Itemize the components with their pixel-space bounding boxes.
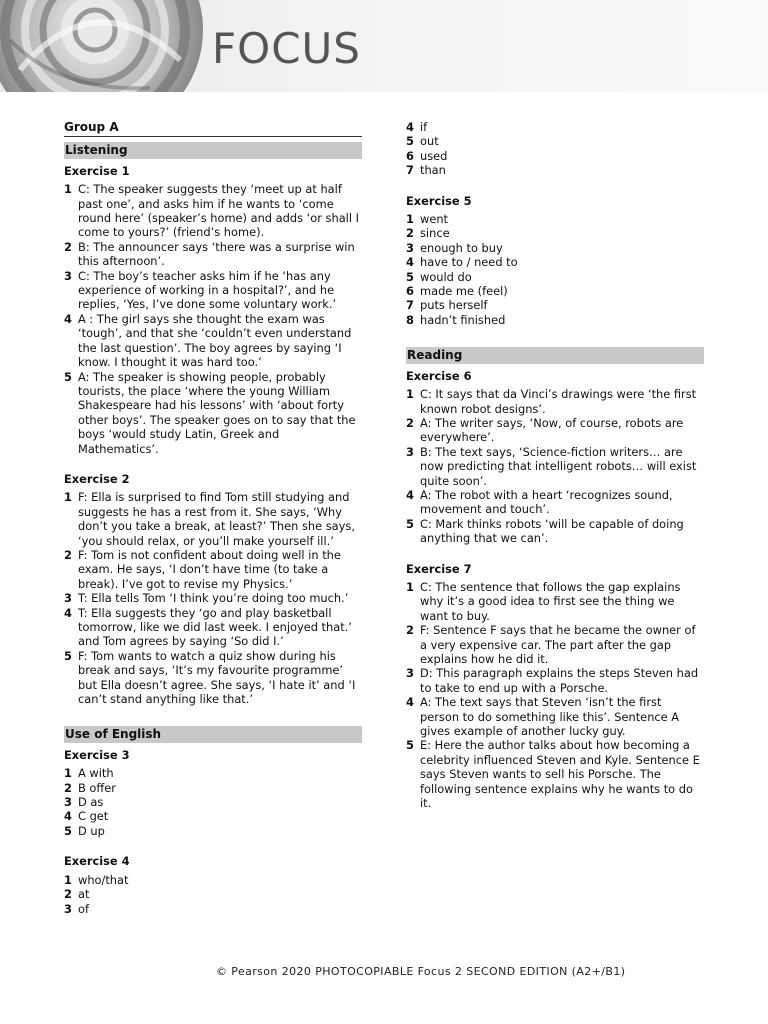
answer-item bbox=[64, 781, 362, 795]
answer-text: A: The writer says, ‘Now, of course, robots are everywhere’. bbox=[420, 415, 684, 445]
answer-text: at bbox=[78, 887, 90, 902]
answer-item bbox=[64, 591, 362, 605]
answer-number: 3 bbox=[406, 240, 414, 255]
answer-number: 7 bbox=[406, 163, 414, 178]
left-column bbox=[64, 120, 362, 916]
answer-text: since bbox=[420, 226, 450, 241]
answer-text: F: Ella is surprised to find Tom still studying and suggests he has a rest from it. She says, ‘Why don’t you take a break, at least?’ Then she says, ‘you should relax, or you’ll make yourself ill.’ bbox=[78, 490, 355, 548]
answer-number: 5 bbox=[64, 369, 72, 384]
answer-number: 4 bbox=[64, 809, 72, 824]
answer-text: A: The speaker is showing people, probably tourists, the place ‘where the young William Shakespeare had his lessons’ with ‘about forty other boys’. The speaker goes on to say that the boys ‘would study Latin, Greek and Mathematics’. bbox=[78, 369, 356, 456]
answer-text: B offer bbox=[78, 780, 116, 795]
answer-text: C get bbox=[78, 809, 109, 824]
answer-item bbox=[406, 666, 704, 695]
answer-list bbox=[64, 490, 362, 706]
answer-item bbox=[64, 312, 362, 370]
answer-text: C: The sentence that follows the gap explains why it’s a good idea to first see the thing we want to buy. bbox=[420, 579, 681, 623]
answer-number: 4 bbox=[406, 695, 414, 710]
answer-text: would do bbox=[420, 269, 472, 284]
answer-number: 3 bbox=[64, 268, 72, 283]
answer-number: 3 bbox=[406, 666, 414, 681]
answer-number: 4 bbox=[406, 120, 414, 134]
answer-number: 4 bbox=[64, 605, 72, 620]
answer-text: C: It says that da Vinci’s drawings were ‘the first known robot designs’. bbox=[420, 387, 697, 416]
answer-list bbox=[406, 580, 704, 811]
answer-item bbox=[406, 313, 704, 327]
answer-text: T: Ella suggests they ‘go and play basketball tomorrow, like we did last week. I enjoyed that.’ and Tom agrees by saying ‘So did I.’ bbox=[78, 605, 352, 649]
answer-text: T: Ella tells Tom ‘I think you’re doing too much.’ bbox=[78, 591, 349, 606]
answer-number: 4 bbox=[64, 311, 72, 326]
answer-item bbox=[64, 902, 362, 916]
answer-item bbox=[406, 255, 704, 269]
answer-item bbox=[406, 120, 704, 134]
answer-text: C: The boy’s teacher asks him if he ‘has any experience of working in a hospital?’, and he replies, ‘Yes, I’ve done some voluntary work.’ bbox=[78, 268, 337, 312]
answer-number: 2 bbox=[64, 887, 72, 902]
exercise-title: Exercise 2 bbox=[64, 471, 130, 486]
answer-item bbox=[406, 695, 704, 738]
answer-text: than bbox=[420, 163, 446, 178]
answer-number: 2 bbox=[64, 239, 72, 254]
answer-item bbox=[64, 766, 362, 780]
answer-item bbox=[64, 606, 362, 649]
answer-text: A: The robot with a heart ‘recognizes sound, movement and touch’. bbox=[420, 487, 673, 517]
answer-number: 1 bbox=[64, 872, 72, 887]
answer-number: 1 bbox=[64, 490, 72, 505]
answer-number: 2 bbox=[406, 415, 414, 430]
answer-number: 6 bbox=[406, 284, 414, 299]
answer-number: 5 bbox=[64, 648, 72, 663]
answer-number: 4 bbox=[406, 255, 414, 270]
answer-item bbox=[64, 873, 362, 887]
answer-text: of bbox=[78, 901, 89, 916]
answer-item bbox=[406, 149, 704, 163]
answer-item bbox=[406, 270, 704, 284]
answer-list bbox=[406, 387, 704, 545]
answer-item bbox=[406, 623, 704, 666]
answer-number: 1 bbox=[64, 766, 72, 781]
exercise-title: Exercise 6 bbox=[406, 368, 472, 383]
answer-item bbox=[64, 649, 362, 707]
answer-text: B: The announcer says ‘there was a surprise win this afternoon’. bbox=[78, 239, 355, 269]
section-heading-listening: Listening bbox=[64, 142, 362, 158]
answer-item bbox=[64, 548, 362, 591]
answer-number: 2 bbox=[406, 623, 414, 638]
answer-text: made me (feel) bbox=[420, 284, 508, 299]
answer-item bbox=[64, 182, 362, 240]
section-heading-use-of-english: Use of English bbox=[64, 726, 362, 742]
answer-text: A with bbox=[78, 766, 114, 781]
answer-text: E: Here the author talks about how becoming a celebrity influenced Steven and Kyle. Sentence E says Steven wants to sell his Porsche. The following sentence explains why he wants to do it. bbox=[420, 738, 700, 811]
exercise-title: Exercise 5 bbox=[406, 193, 472, 208]
answer-item bbox=[406, 738, 704, 810]
answer-text: if bbox=[420, 120, 428, 134]
answer-item bbox=[64, 824, 362, 838]
answer-item bbox=[64, 269, 362, 312]
answer-text: who/that bbox=[78, 872, 129, 887]
answer-number: 5 bbox=[64, 823, 72, 838]
answer-item bbox=[64, 887, 362, 901]
answer-item bbox=[64, 809, 362, 823]
answer-item bbox=[406, 580, 704, 623]
exercise-title: Exercise 4 bbox=[64, 854, 130, 869]
answer-item bbox=[64, 370, 362, 456]
answer-number: 1 bbox=[406, 579, 414, 594]
answer-item bbox=[406, 416, 704, 445]
answer-item bbox=[406, 226, 704, 240]
answer-number: 2 bbox=[406, 226, 414, 241]
answer-number: 1 bbox=[406, 212, 414, 227]
answer-list bbox=[406, 120, 704, 178]
answer-item bbox=[406, 212, 704, 226]
exercise-title: Exercise 1 bbox=[64, 163, 130, 178]
exercise-title: Exercise 3 bbox=[64, 747, 130, 762]
answer-text: B: The text says, ‘Science-fiction writers… are now predicting that intelligent robots… will exist quite soon’. bbox=[420, 444, 697, 488]
answer-number: 2 bbox=[64, 547, 72, 562]
answer-text: F: Tom wants to watch a quiz show during his break and says, ‘It’s my favourite programme’ but Ella doesn’t agree. She says, ‘I hate it’ and ‘I can’t stand anything like that.’ bbox=[78, 648, 356, 707]
answer-text: A : The girl says she thought the exam was ‘tough’, and that she ‘couldn’t even understand the last question’. The boy agrees by saying ‘I know. I thought it was hard too.’ bbox=[78, 311, 352, 370]
section-heading-reading: Reading bbox=[406, 347, 704, 363]
answer-text: D up bbox=[78, 823, 105, 838]
answer-text: enough to buy bbox=[420, 240, 503, 255]
answer-text: puts herself bbox=[420, 298, 488, 313]
answer-text: F: Sentence F says that he became the owner of a very expensive car. The part after the gap explains how he did it. bbox=[420, 623, 696, 666]
group-title: Group A bbox=[64, 120, 362, 137]
answer-number: 5 bbox=[406, 516, 414, 531]
answer-text: C: Mark thinks robots ‘will be capable of doing anything that we can’. bbox=[420, 516, 684, 546]
answer-item bbox=[406, 298, 704, 312]
answer-number: 3 bbox=[64, 795, 72, 810]
answer-item bbox=[64, 240, 362, 269]
focus-logo-graphic bbox=[0, 0, 210, 92]
answer-number: 5 bbox=[406, 269, 414, 284]
answer-text: hadn’t finished bbox=[420, 312, 506, 327]
answer-number: 3 bbox=[64, 901, 72, 916]
answer-item bbox=[406, 517, 704, 546]
answer-number: 3 bbox=[406, 444, 414, 459]
answer-text: out bbox=[420, 134, 439, 149]
answer-item bbox=[406, 488, 704, 517]
answer-text: went bbox=[420, 212, 449, 227]
answer-number: 4 bbox=[406, 487, 414, 502]
answer-text: have to / need to bbox=[420, 255, 518, 270]
right-column bbox=[406, 120, 704, 810]
answer-number: 2 bbox=[64, 780, 72, 795]
answer-item bbox=[406, 445, 704, 488]
answer-text: D as bbox=[78, 795, 104, 810]
answer-text: D: This paragraph explains the steps Steven had to take to end up with a Porsche. bbox=[420, 666, 699, 695]
answer-number: 6 bbox=[406, 148, 414, 163]
answer-text: used bbox=[420, 148, 448, 163]
answer-text: C: The speaker suggests they ‘meet up at half past one’, and asks him if he wants to ‘come round here’ (speaker’s home) and adds ‘or shall I come to yours?’ (friend’s home). bbox=[78, 182, 359, 240]
answer-list bbox=[64, 766, 362, 838]
answer-item bbox=[64, 795, 362, 809]
answer-item bbox=[64, 490, 362, 548]
answer-list bbox=[64, 873, 362, 916]
answer-number: 1 bbox=[64, 182, 72, 197]
page-footer: © Pearson 2020 PHOTOCOPIABLE Focus 2 SECOND EDITION (A2+/B1) bbox=[216, 965, 626, 978]
answer-text: F: Tom is not confident about doing well in the exam. He says, ‘I don’t have time (to take a break). I’ve got to revise my Physics.’ bbox=[78, 547, 341, 591]
answer-text: A: The text says that Steven ‘isn’t the first person to do something like this’. Sentence A gives example of another lucky guy. bbox=[420, 695, 680, 739]
answer-number: 3 bbox=[64, 591, 72, 606]
answer-item bbox=[406, 284, 704, 298]
answer-number: 5 bbox=[406, 738, 414, 753]
answer-item bbox=[406, 387, 704, 416]
brand-title: FOCUS bbox=[212, 24, 361, 73]
answer-number: 8 bbox=[406, 312, 414, 327]
answer-number: 1 bbox=[406, 387, 414, 402]
answer-list bbox=[406, 212, 704, 327]
answer-list bbox=[64, 182, 362, 456]
page-header bbox=[0, 0, 768, 92]
exercise-title: Exercise 7 bbox=[406, 561, 472, 576]
answer-item bbox=[406, 134, 704, 148]
answer-item bbox=[406, 163, 704, 177]
answer-number: 7 bbox=[406, 298, 414, 313]
answer-item bbox=[406, 241, 704, 255]
answer-number: 5 bbox=[406, 134, 414, 149]
